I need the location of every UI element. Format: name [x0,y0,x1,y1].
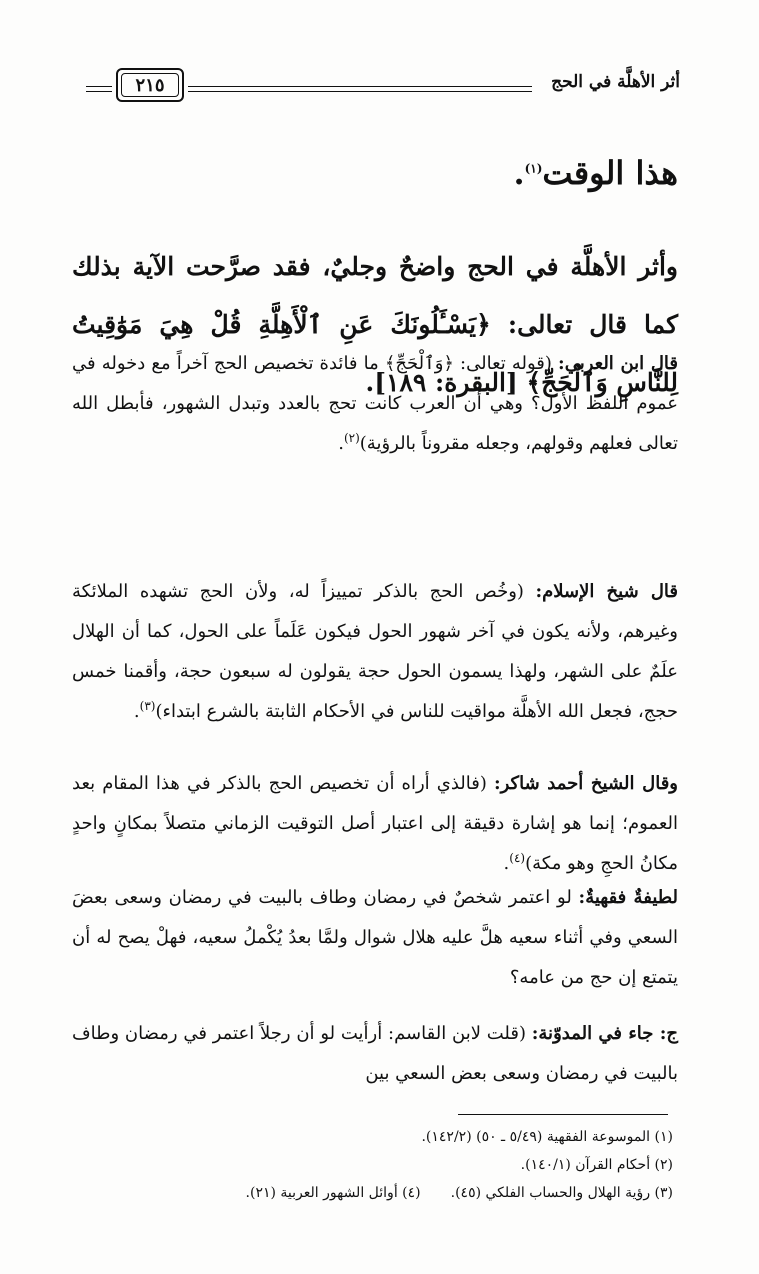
page-number: ٢١٥ [135,74,165,96]
text-ahmad-shakir: (فالذي أراه أن تخصيص الحج بالذكر في هذا المقام بعد العموم؛ إنما هو إشارة دقيقة إلى اعتبار أصل التوقيت الزماني متصلاً بمكانٍ واحدٍ مكانُ الحجِ وهو مكة) [72,773,678,874]
end-dot: . [338,433,344,454]
running-title: أثر الأهلَّة في الحج [551,72,680,92]
paragraph-latifa [72,878,678,998]
text-ibn-arabi: (قوله تعالى: ﴿وَٱلْحَجِّ﴾ ما فائدة تخصيص الحج آخراً مع دخوله في عموم اللفظ الأول؟ وهي أن العرب كانت تحج بالعدد وتبدل الشهور، فأبطل الله تعالى فعلهم وقولهم، وجعله مقروناً بالرؤية) [72,353,678,454]
footnote-ref-1: (١) [524,161,543,176]
footnote-row-3-4 [73,1180,673,1206]
paragraph-shaykh-islam [72,572,678,732]
speaker-latifa: لطيفةٌ فقهيةٌ: [578,887,678,908]
end-dot: . [503,853,510,874]
header-rule-left [86,86,112,92]
paragraph-ahmad-shakir [72,764,678,884]
footnote-2: (٢) أحكام القرآن (١٤٠/١). [520,1157,673,1173]
intro-line [72,140,678,206]
footnote-3: (٣) رؤية الهلال والحساب الفلكي (٤٥). [450,1185,673,1201]
footnote-4: (٤) أوائل الشهور العربية (٢١). [245,1185,421,1201]
end-dot: . [133,701,140,722]
speaker-ibn-arabi: قال ابن العربي: [558,353,678,374]
footnote-ref-4: (٤) [509,851,526,865]
speaker-shaykh-islam: قال شيخ الإسلام: [535,581,678,602]
speaker-ahmad-shakir: وقال الشيخ أحمد شاكر: [493,773,678,794]
speaker-answer: ج: جاء في المدوّنة: [531,1023,678,1044]
intro-text: هذا الوقت [542,154,678,192]
intro-dot: . [513,154,525,192]
text-shaykh-islam: (وخُص الحج بالذكر تمييزاً له، ولأن الحج تشهده الملائكة وغيرهم، ولأنه يكون في آخر شهور الحول فيكون عَلَماً على الحول، كما أن الهلال علَمٌ على الشهر، ولهذا يسمون الحول حجة يقولون له سبعون حجة، وأقمنا خمس حجج، فجعل الله الأهلَّة مواقيت للناس في الأحكام الثابتة بالشرع ابتداء) [72,581,678,722]
page-number-box [116,68,184,102]
header-rule [188,86,532,92]
footnote-1: (١) الموسوعة الفقهية (٥/٤٩ ـ ٥٠) (١٤٢/٢). [421,1129,673,1145]
footnote-rule [458,1114,668,1115]
paragraph-answer [72,1014,678,1094]
paragraph-ibn-arabi [72,344,678,464]
text-answer: (قلت لابن القاسم: أرأيت لو أن رجلاً اعتمر في رمضان وطاف بالبيت في رمضان وسعى بعض السعي بين [72,1023,678,1084]
verse-text: وأثر الأهلَّة في الحج واضحٌ وجليٌ، فقد صرَّحت الآية بذلك كما قال تعالى: ﴿يَسْـَٔلُونَكَ عَنِ ٱلْأَهِلَّةِ قُلْ هِيَ مَوَٰقِيتُ لِلنَّاسِ وَٱلْحَجِّ﴾ [البقرة: ١٨٩]. [72,252,678,397]
page-header [80,64,680,108]
text-latifa: لو اعتمر شخصٌ في رمضان وطاف بالبيت في رمضان وسعى بعضَ السعي وفي أثناء سعيه هلَّ عليه هلال شوال ولمَّا بعدُ يُكْملُ سعيه، فهلْ يصح له أن يتمتع إن حج من عامه؟ [72,887,678,988]
footnote-ref-2: (٢) [343,431,360,445]
footnote-ref-3: (٣) [139,699,156,713]
